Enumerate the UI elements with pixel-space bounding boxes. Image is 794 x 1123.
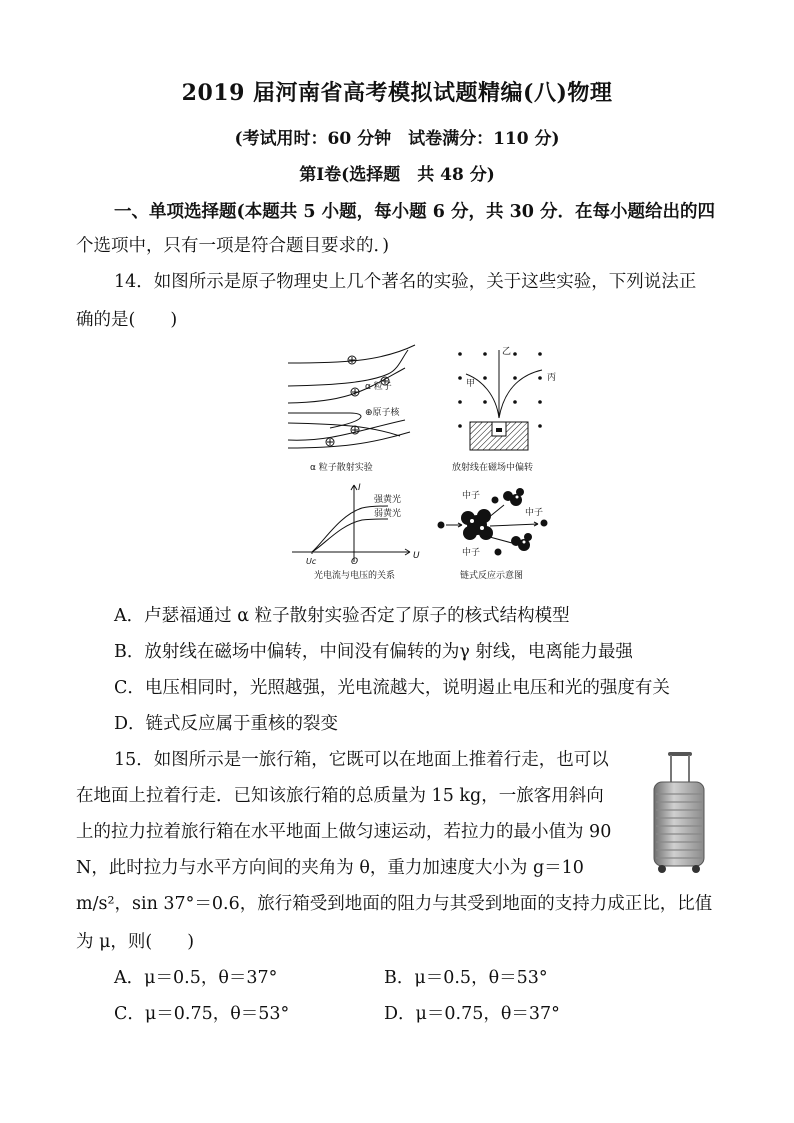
exam-title: 2019 届河南省高考模拟试题精编(八)物理 — [181, 80, 613, 106]
q15-stem-line4: N，此时拉力与水平方向间的夹角为 θ，重力加速度大小为 g＝10 — [76, 858, 584, 878]
q15-option-d: D．μ＝0.75，θ＝37° — [384, 1004, 560, 1024]
q14-figure-svg — [270, 340, 570, 590]
q14-option-a: A．卢瑟福通过 α 粒子散射实验否定了原子的核式结构模型 — [114, 606, 570, 626]
label-bing: 丙 — [547, 373, 557, 383]
q14-option-b: B．放射线在磁场中偏转，中间没有偏转的为γ 射线，电离能力最强 — [114, 642, 633, 662]
q15-stem-line6: 为 μ，则( ) — [76, 932, 195, 952]
nucleus-label: ⊕原子核 — [365, 408, 400, 418]
q15-stem-line3: 上的拉力拉着旅行箱在水平地面上做匀速运动，若拉力的最小值为 90 — [76, 822, 612, 842]
suitcase-icon — [648, 750, 710, 875]
q15-option-b: B．μ＝0.5，θ＝53° — [384, 968, 548, 988]
q14-option-c: C．电压相同时，光照越强，光电流越大，说明遏止电压和光的强度有关 — [114, 678, 670, 698]
chain-reaction-panel — [438, 488, 548, 556]
alpha-particle-label: α 粒子 — [365, 382, 392, 392]
label-jia: 甲 — [466, 379, 476, 389]
radiation-field-panel — [458, 350, 542, 450]
q15-stem-line5: m/s²，sin 37°＝0.6，旅行箱受到地面的阻力与其受到地面的支持力成正比，比值 — [76, 894, 713, 914]
strong-light-label: 强黄光 — [374, 495, 402, 505]
q14-option-d: D．链式反应属于重核的裂变 — [114, 714, 339, 734]
alpha-scattering-panel — [288, 345, 415, 448]
part1-heading-line2: 个选项中，只有一项是符合题目要求的．) — [76, 236, 390, 256]
neutron-label-2: 中子 — [525, 508, 544, 518]
q15-option-c: C．μ＝0.75，θ＝53° — [114, 1004, 290, 1024]
suitcase-image — [648, 750, 710, 875]
exam-subtitle: (考试用时：60 分钟 试卷满分：110 分) — [234, 129, 560, 149]
weak-light-label: 弱黄光 — [374, 509, 402, 519]
q14-stem-line1: 14．如图所示是原子物理史上几个著名的实验，关于这些实验，下列说法正 — [114, 272, 697, 292]
part1-heading-line1: 一、单项选择题(本题共 5 小题，每小题 6 分，共 30 分．在每小题给出的四 — [114, 202, 716, 222]
q15-option-a: A．μ＝0.5，θ＝37° — [114, 968, 278, 988]
chain-caption: 链式反应示意图 — [460, 571, 524, 581]
section-heading: 第Ⅰ卷(选择题 共 48 分) — [299, 165, 495, 185]
axis-i-label: I — [358, 483, 361, 493]
photo-caption: 光电流与电压的关系 — [314, 571, 396, 581]
alpha-caption: α 粒子散射实验 — [310, 463, 373, 473]
neutron-label-1: 中子 — [462, 491, 481, 501]
radiation-caption: 放射线在磁场中偏转 — [452, 463, 534, 473]
q15-stem-line2: 在地面上拉着行走．已知该旅行箱的总质量为 15 kg，一旅客用斜向 — [76, 786, 604, 806]
axis-u-label: U — [413, 551, 420, 561]
q14-stem-line2: 确的是( ) — [76, 310, 178, 330]
label-yi: 乙 — [502, 347, 512, 357]
axis-origin-label: O — [351, 557, 359, 567]
uc-label: Uc — [306, 557, 317, 566]
neutron-label-3: 中子 — [462, 548, 481, 558]
q14-figure — [270, 340, 570, 590]
q15-stem-line1: 15．如图所示是一旅行箱，它既可以在地面上推着行走，也可以 — [114, 750, 609, 770]
